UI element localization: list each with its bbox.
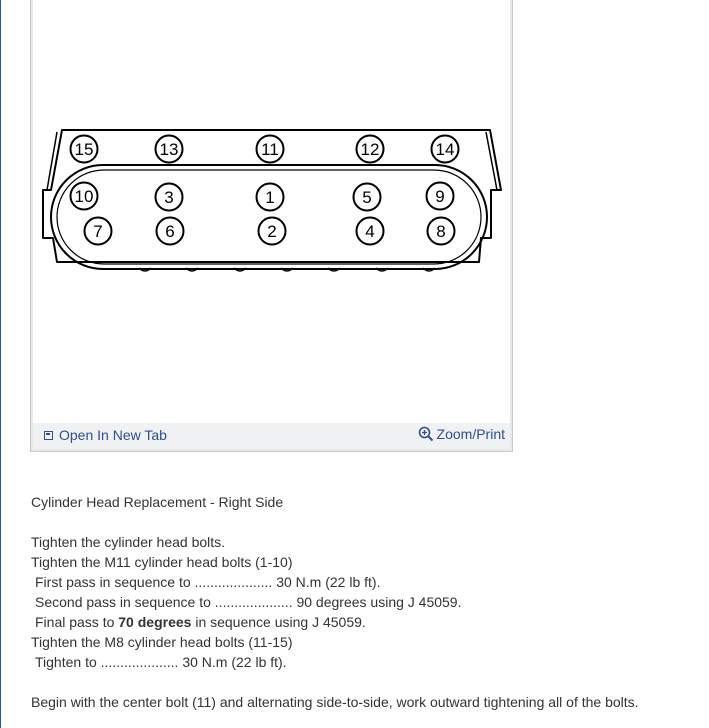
bolt-label: 9 <box>435 187 445 206</box>
bolt-label: 6 <box>165 222 175 241</box>
bolt-9 <box>427 183 454 210</box>
section-title: Cylinder Head Replacement - Right Side <box>31 494 284 510</box>
zoom-print-label: Zoom/Print <box>436 426 505 442</box>
left-border-rule <box>0 0 1 728</box>
bolt-3 <box>156 184 183 211</box>
instruction-line: Tighten the M11 cylinder head bolts (1-10) <box>31 554 293 570</box>
zoom-print-link[interactable] <box>418 426 505 442</box>
bolt-label: 2 <box>267 222 277 241</box>
new-tab-icon <box>44 431 53 440</box>
bolt-4 <box>357 218 384 245</box>
bolt-label: 5 <box>362 188 372 207</box>
bolt-label: 1 <box>265 188 275 207</box>
bolt-12 <box>357 136 384 163</box>
figure-toolbar <box>33 423 510 449</box>
bolt-1 <box>257 184 284 211</box>
zoom-icon <box>418 426 434 442</box>
open-new-tab-label: Open In New Tab <box>59 427 167 443</box>
instruction-line: Final pass to 70 degrees in sequence using J 45059. <box>35 614 366 630</box>
bolt-label: 14 <box>435 140 455 159</box>
figure-frame <box>30 0 513 452</box>
bolt-label: 10 <box>74 187 94 206</box>
instruction-line: First pass in sequence to .................... 30 N.m (22 lb ft). <box>35 574 381 590</box>
bolt-label: 15 <box>74 140 94 159</box>
bolt-14 <box>432 136 459 163</box>
bolt-label: 11 <box>261 140 279 159</box>
bolt-6 <box>157 218 184 245</box>
emphasis-text: 70 degrees <box>118 614 192 630</box>
bolt-15 <box>71 136 98 163</box>
bolt-label: 8 <box>436 222 446 241</box>
bolt-5 <box>354 184 381 211</box>
bolt-7 <box>85 218 112 245</box>
bolt-2 <box>259 218 286 245</box>
bolt-label: 12 <box>360 140 380 159</box>
bolt-13 <box>156 136 183 163</box>
bolt-10 <box>71 183 98 210</box>
open-new-tab-link[interactable] <box>44 427 167 443</box>
bolt-label: 4 <box>365 222 375 241</box>
instruction-note: Begin with the center bolt (11) and alternating side-to-side, work outward tightening all of the bolts. <box>31 694 639 710</box>
article-body <box>31 492 701 712</box>
bolt-8 <box>428 218 455 245</box>
instruction-line: Tighten the cylinder head bolts. <box>31 534 226 550</box>
bolt-11 <box>257 136 284 163</box>
instruction-line: Tighten to .................... 30 N.m (22 lb ft). <box>35 654 287 670</box>
instruction-line: Tighten the M8 cylinder head bolts (11-15) <box>31 634 293 650</box>
bolt-label: 7 <box>93 222 103 241</box>
bolt-label: 3 <box>164 188 174 207</box>
instruction-line: Second pass in sequence to .................... 90 degrees using J 45059. <box>35 594 462 610</box>
cylinder-head-bolt-diagram <box>31 0 510 420</box>
bolt-label: 13 <box>159 140 179 159</box>
